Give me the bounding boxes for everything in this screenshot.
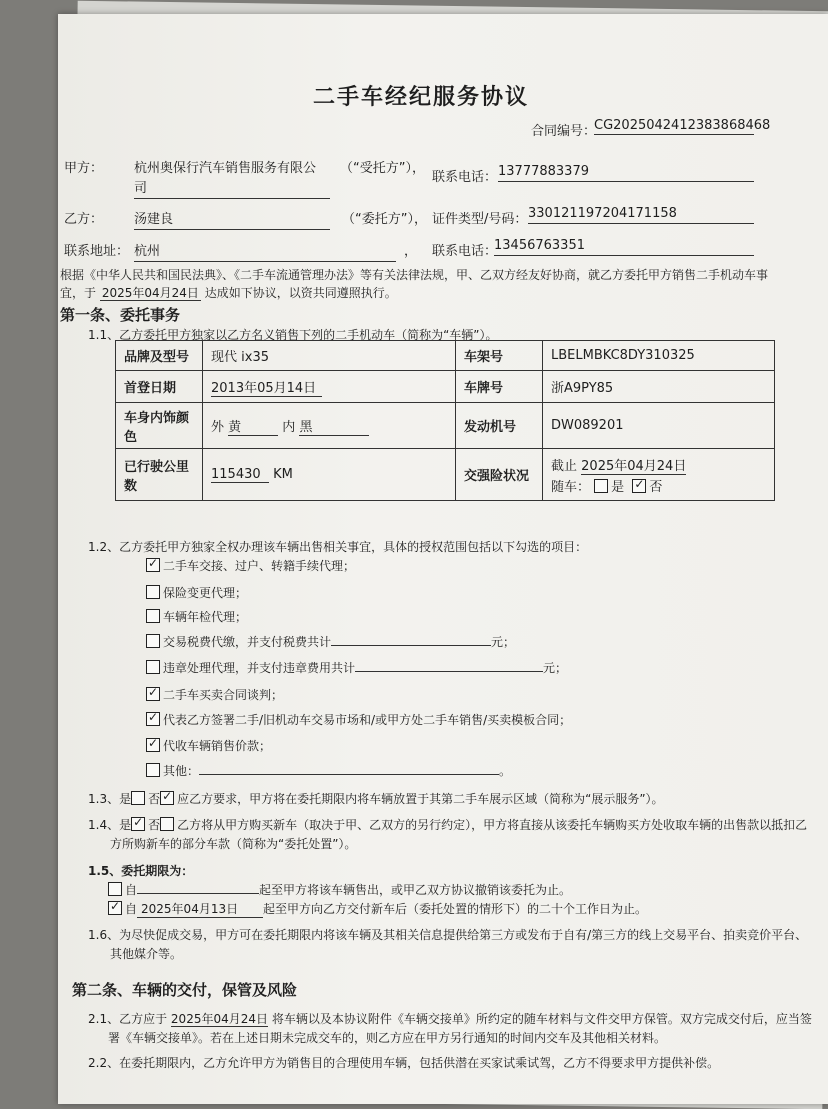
- scope-item: 车辆年检代理；: [146, 608, 247, 625]
- scope-checkbox[interactable]: [146, 660, 160, 674]
- scope-item: 其他： 。: [146, 762, 511, 779]
- party-b-name: 汤建良: [134, 208, 330, 230]
- mileage-value: 115430: [211, 467, 269, 483]
- plate-label: 车牌号: [456, 371, 543, 403]
- engine-label: 发动机号: [456, 403, 543, 449]
- delivery-date: 2025年04月24日: [170, 1012, 269, 1026]
- interior-color: 黑: [299, 416, 369, 436]
- scope-item: ✓代收车辆销售价款；: [146, 737, 271, 754]
- party-a-phone: 13777883379: [498, 164, 754, 182]
- clause-1-6: 1.6、为尽快促成交易，甲方可在委托期限内将该车辆及其相关信息提供给第三方或发布于自有/第三方的线上交易平台、拍卖竞价平台、: [88, 928, 808, 942]
- reg-date-label: 首登日期: [116, 371, 203, 403]
- term-option-2-checkbox[interactable]: [108, 901, 122, 915]
- clause-1-5: 1.5、委托期限为：: [88, 864, 194, 878]
- contract-number-label: 合同编号：: [531, 124, 597, 139]
- party-b-label: 乙方：: [64, 212, 104, 227]
- exterior-prefix: 外: [211, 419, 225, 435]
- term-option-1: 自 起至甲方将该车辆售出，或甲乙双方协议撤销该委托为止。: [108, 881, 571, 898]
- display-yes-checkbox[interactable]: [131, 791, 145, 805]
- insurance-no-checkbox[interactable]: [632, 479, 646, 493]
- mileage-cell: [203, 449, 456, 501]
- party-b-phone-label: 联系电话：: [432, 244, 498, 259]
- clause-2-2: 2.2、在委托期限内，乙方允许甲方为销售目的合理使用车辆，包括供潜在买家试乘试驾，乙方不得要求甲方提供补偿。: [88, 1056, 720, 1070]
- party-a-name-line1: 杭州奥保行汽车销售服务有限公: [134, 161, 317, 176]
- brand-label: 品牌及型号: [116, 341, 203, 371]
- document-title: 二手车经纪服务协议: [313, 85, 530, 110]
- term-option-2: ✓自 2025年04月13日 起至甲方向乙方交付新车后（委托处置的情形下）的二十个工作日为止。: [108, 900, 647, 918]
- article-1-heading: 第一条、委托事务: [60, 306, 181, 324]
- clause-1-2: 1.2、乙方委托甲方独家全权办理该车辆出售相关事宜，具体的授权范围包括以下勾选的项目：: [88, 540, 588, 554]
- reg-date-value: 2013年05月14日: [211, 381, 322, 397]
- clause-2-1-cont: 署《车辆交接单》。若在上述日期未完成交车的，则乙方应在甲方另行通知的时间内交车及其他相关材料。: [108, 1031, 667, 1045]
- color-label: 车身内饰颜 色: [116, 403, 203, 449]
- preamble-date: 2025年04月24日: [101, 286, 199, 300]
- term-option-1-checkbox[interactable]: [108, 882, 122, 896]
- scope-item: 违章处理代理，并支付违章费用共计 元；: [146, 659, 567, 676]
- party-b-id: 330121197204171158: [528, 206, 754, 224]
- scope-item: ✓二手车买卖合同谈判；: [146, 686, 283, 703]
- scope-checkbox[interactable]: [146, 558, 160, 572]
- clause-1-3: 1.3、是 否✓ 应乙方要求，甲方将在委托期限内将车辆放置于其第二手车展示区域（简称为“展示服务”）。: [88, 790, 664, 807]
- party-a-role: （“受托方”），: [340, 161, 425, 176]
- scope-checkbox[interactable]: [146, 712, 160, 726]
- color-cell: [203, 403, 456, 449]
- reg-date-cell: [203, 371, 456, 403]
- scope-checkbox[interactable]: [146, 609, 160, 623]
- clause-1-4-cont: 方所购新车的部分车款（简称为“委托处置”）。: [110, 837, 357, 851]
- mileage-unit: KM: [273, 466, 293, 482]
- disposal-no-checkbox[interactable]: [160, 817, 174, 831]
- clause-1-1: 1.1、乙方委托甲方独家以乙方名义销售下列的二手机动车（简称为“车辆”）。: [88, 328, 498, 342]
- party-a-label: 甲方：: [64, 161, 104, 176]
- party-a-name-line2: 司: [134, 177, 330, 199]
- party-a-phone-label: 联系电话：: [432, 170, 498, 185]
- clause-1-4: 1.4、是✓ 否 乙方将从甲方购买新车（取决于甲、乙双方的另行约定），甲方将直接从该委托车辆购买方处收取车辆的出售款以抵扣乙: [88, 816, 807, 833]
- display-no-checkbox[interactable]: [160, 791, 174, 805]
- preamble-line1: 根据《中华人民共和国民法典》、《二手车流通管理办法》等有关法律法规，甲、乙双方经友好协商，就乙方委托甲方销售二手机动车事: [60, 268, 769, 282]
- vehicle-table: [115, 340, 775, 501]
- engine-value: DW089201: [543, 403, 775, 449]
- vin-label: 车架号: [456, 341, 543, 371]
- article-2-heading: 第二条、车辆的交付，保管及风险: [72, 981, 298, 999]
- plate-value: 浙A9PY85: [543, 371, 775, 403]
- insurance-yes-checkbox[interactable]: [594, 479, 608, 493]
- vin-value: LBELMBKC8DY310325: [543, 341, 775, 371]
- insurance-cell: 截止 2025年04月24日 随车： 是 ✓ 否: [543, 449, 775, 501]
- clause-1-6-cont: 其他媒介等。: [110, 947, 183, 961]
- scope-checkbox[interactable]: [146, 763, 160, 777]
- scope-checkbox[interactable]: [146, 687, 160, 701]
- scope-item: ✓二手车交接、过户、转籍手续代理；: [146, 557, 355, 574]
- address-label: 联系地址：: [64, 244, 130, 259]
- interior-prefix: 内: [282, 419, 296, 435]
- address-comma: ，: [404, 244, 418, 259]
- party-b-phone: 13456763351: [494, 238, 754, 256]
- brand-value: 现代 ix35: [203, 341, 456, 371]
- scope-checkbox[interactable]: [146, 634, 160, 648]
- preamble-line2: 宜，于 2025年04月24日 达成如下协议，以资共同遵照执行。: [60, 286, 397, 300]
- disposal-yes-checkbox[interactable]: [131, 817, 145, 831]
- insurance-until: 2025年04月24日: [581, 458, 687, 474]
- mileage-label: 已行驶公里 数: [116, 449, 203, 501]
- scope-checkbox[interactable]: [146, 585, 160, 599]
- scope-item: 保险变更代理；: [146, 584, 247, 601]
- id-label: 证件类型/号码：: [432, 212, 528, 227]
- insurance-label: 交强险状况: [456, 449, 543, 501]
- scope-item: 交易税费代缴，并支付税费共计 元；: [146, 633, 515, 650]
- term-option-2-date: 2025年04月13日: [137, 900, 263, 918]
- scope-item: ✓代表乙方签署二手/旧机动车交易市场和/或甲方处二手车销售/买卖模板合同；: [146, 711, 571, 728]
- exterior-color: 黄: [228, 416, 278, 436]
- clause-2-1: 2.1、乙方应于 2025年04月24日 将车辆以及本协议附件《车辆交接单》所约定的随车材料与文件交甲方保管。双方完成交付后，应当签: [88, 1012, 812, 1026]
- scope-checkbox[interactable]: [146, 738, 160, 752]
- party-b-role: （“委托方”），: [342, 212, 427, 227]
- contract-page: [58, 14, 828, 1104]
- contract-number: CG202504241238386846​8: [594, 118, 771, 133]
- party-b-address: 杭州: [134, 240, 396, 262]
